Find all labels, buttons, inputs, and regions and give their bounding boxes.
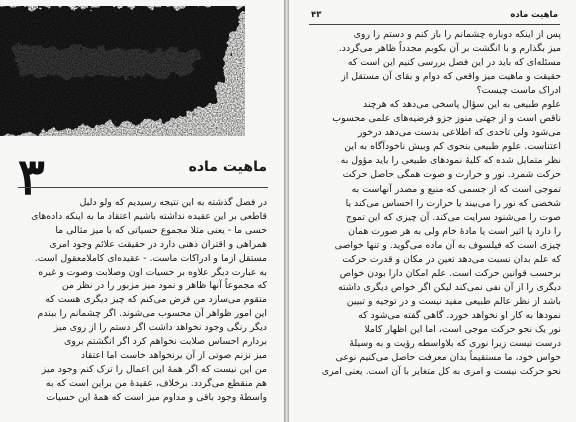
- text-line: شخصی که نور را می‌بیند یا حرارت را احساس می‌کند یا: [345, 197, 561, 209]
- text-line: نحو حرکت نیست و امری به کل متغایر با آن است. یعنی امری: [321, 366, 561, 378]
- text-line: به عبارت دیگر علاوه بر حسیات اون وصلابت وصوت و غیره: [38, 266, 267, 278]
- text-line: مستقل ازما و ادراکات ماست. - عقیده‌ای کاملامعقول است.: [34, 252, 267, 264]
- text-line: چیزی است که فیلسوف به آن ماده می‌گوید. و تنها خواصی: [334, 239, 561, 251]
- text-line: حواس خود، ما مستقیماً بدان معرفت حاصل می‌کنیم نوعی: [335, 352, 561, 364]
- text-line: علوم طبیعی به این سؤال پاسخی می‌دهد که هرچند: [363, 99, 561, 111]
- text-line: را دارد یا اثیر است یا مادهٔ خام ولی به هر صورت همان: [348, 225, 561, 237]
- text-line: میز بگذارم و با انگشت بر آن بکوبم مجدداً ظاهر می‌گردد.: [338, 43, 561, 55]
- left-page: [0, 0, 284, 422]
- text-line: برحسب قوانین حرکت است. علم امکان دارا بودن خواص: [339, 267, 561, 279]
- text-line: تموجی است که از جسمی که منبع و مصدر آنهاست به: [351, 183, 561, 195]
- text-line: دیگری را از آن نفی نمی‌کند لیکن اگر خواص دیگری داشته: [337, 281, 561, 293]
- chapter-rule: [18, 187, 268, 188]
- text-line: میز نزنم صوتی از آن برنخواهد خاست اما اعتقاد: [80, 349, 267, 361]
- text-line: باشد از نظر عالم طبیعی مفید نیست و در توجیه و تبیین: [346, 295, 561, 307]
- right-page: [289, 0, 576, 422]
- left-body-text: [16, 196, 267, 405]
- text-line: نظر متمایل شده که کلیهٔ نمودهای طبیعی را باید مؤول به: [340, 155, 561, 167]
- text-line: دیگر رنگی وجود نخواهد داشت اگر دستم را از روی میز: [53, 322, 267, 334]
- page-number: ۴۳: [311, 10, 322, 20]
- text-line: صوت را می‌شنود سرایت می‌کند. آن چیزی که این تموج: [346, 211, 561, 223]
- text-line: مسئله‌ای که باید در این فصل بررسی کنیم این است که: [347, 57, 561, 69]
- running-title: ماهیت ماده: [510, 10, 558, 20]
- text-line: همراهی و اقتران ذهنی دارد در حقیقت علائم وجود امری: [49, 238, 267, 250]
- text-line: نمودها به کار او نخواهد خورد. گاهی گفته می‌شود که: [358, 309, 561, 321]
- right-body-text: [308, 28, 561, 379]
- text-line: من این نیست که اگر همهٔ این اعمال را ترک کنم وجود میز: [41, 363, 267, 375]
- paint-smear-decoration: [0, 6, 245, 136]
- text-line: ناقص است و از جهتی منوز جزو فرضیه‌های علمی محسوب: [332, 113, 561, 125]
- text-line: در فصل گذشته به این نتیجه رسیدیم که ولو دلیل: [79, 197, 267, 208]
- text-line: پس از اینکه دوباره چشمانم را باز کنم و دستم را روی: [353, 29, 561, 40]
- text-line: بردارم احساس صلابت نخواهم کرد اگر انگشتم بروی: [64, 336, 267, 348]
- chapter-title: ماهیت ماده: [188, 159, 267, 175]
- text-line: این امور ظواهر آن محسوب می‌شوند. اگر چشمانم را ببندم: [37, 308, 267, 320]
- text-line: اعتناست. علوم طبیعی بنحوی کم وبیش ناخودآگاه به این: [344, 141, 561, 153]
- text-line: قاطعی بر این عقیده نداشته باشیم اعتقاد ما به اینکه داده‌های: [31, 210, 267, 222]
- text-line: متقوم می‌سازد من فرض می‌کنم که چیز دیگری هست که: [45, 294, 267, 306]
- header-rule: [309, 24, 560, 25]
- text-line: درست نیست زیرا نوری که بلاواسطه رؤیت و به وسیلهٔ: [349, 338, 561, 350]
- text-line: که علم بدان نسبت می‌دهد تعین در مکان و قدرت حرکت: [342, 253, 561, 265]
- text-line: هم منقطع می‌گردد. برخلاف، عقیدهٔ من براین است که به: [45, 377, 267, 389]
- text-line: می‌شود ولی تاحدی که اطلاعی بدست می‌دهد درخور: [357, 127, 561, 139]
- text-line: حقیقت و ماهیت میز واقعی که دوام و بقای آن مستقل از: [341, 71, 561, 83]
- text-line: که مجموعاً آنها ظاهر و نمود میز مزبور را در نظر من: [61, 280, 267, 292]
- text-line: ادراک ماست چیست؟: [476, 85, 561, 97]
- text-line: واسطهٔ وجود باقی و مداوم میز است که همهٔ این حسیات: [46, 391, 267, 403]
- text-line: حسی ما - یعنی مثلا مجموع حسیاتی که با میز مثالی ما: [55, 224, 267, 236]
- chapter-number: ۳: [18, 147, 45, 206]
- text-line: حرکت شمرد. نور و حرارت و صوت همگی حاصل حرکت: [342, 169, 561, 181]
- text-line: نور یک نحو حرکت موجی است، اما این اظهار کاملا: [364, 323, 561, 335]
